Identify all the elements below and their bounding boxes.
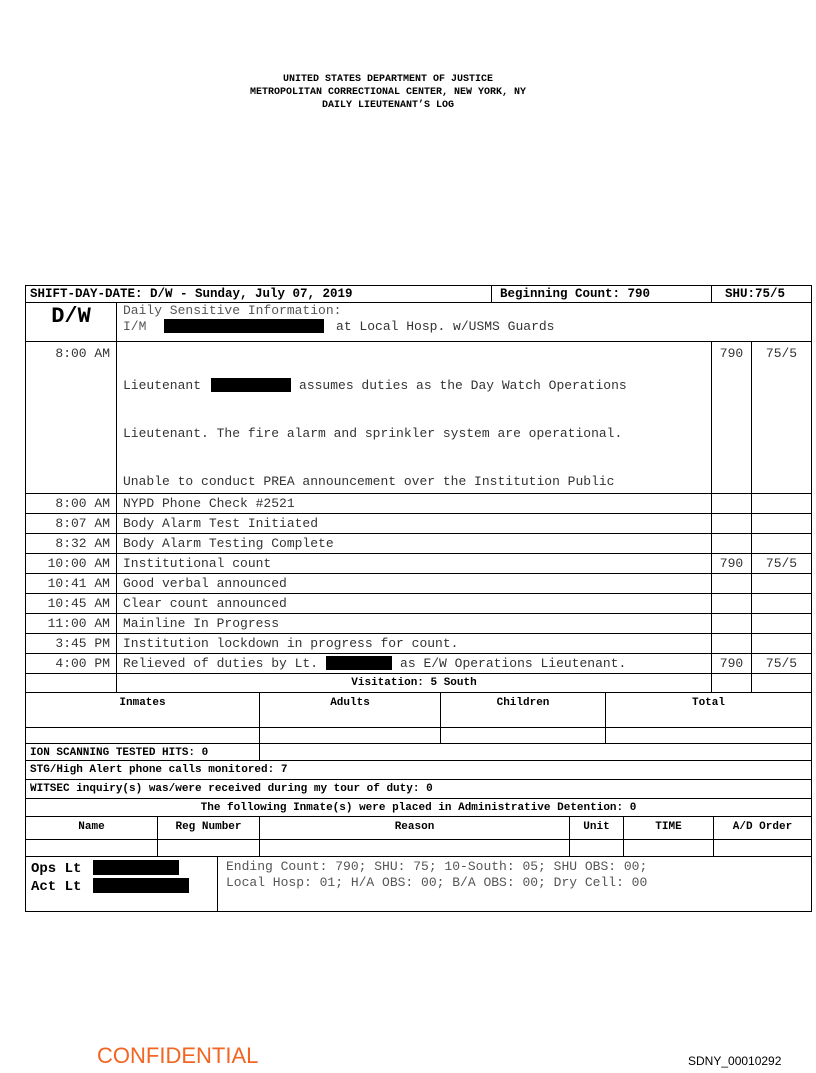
header-reg-number: Reg Number	[157, 817, 259, 839]
entry-text: NYPD Phone Check #2521	[116, 494, 711, 513]
empty-cell	[259, 840, 569, 856]
sensitive-label: Daily Sensitive Information:	[123, 303, 342, 318]
entry-count: 790	[711, 342, 751, 493]
summary-line-1: Ending Count: 790; SHU: 75; 10-South: 05; SHU OBS: 00;	[226, 859, 648, 874]
entry-count	[711, 574, 751, 593]
entry-shu	[751, 514, 811, 533]
entry-time: 4:00 PM	[55, 656, 110, 671]
entry-time: 10:00 AM	[47, 556, 110, 571]
sensitive-prefix: I/M	[123, 319, 147, 334]
entry-time: 8:00 AM	[55, 496, 110, 511]
log-entry-row	[25, 634, 812, 654]
entry-text	[116, 342, 711, 493]
shift-day-date: SHIFT-DAY-DATE: D/W - Sunday, July 07, 2019	[30, 287, 353, 301]
log-entry-row	[25, 534, 812, 554]
empty-cell	[751, 674, 811, 692]
header-reason: Reason	[259, 817, 569, 839]
entry-shu	[751, 534, 811, 553]
empty-cell	[259, 744, 811, 760]
ops-lt-label: Ops Lt	[31, 861, 82, 877]
log-entry-row	[25, 594, 812, 614]
entry-line-1-prefix: Lieutenant	[123, 378, 202, 393]
stg-calls: STG/High Alert phone calls monitored: 7	[30, 764, 288, 776]
witsec-inquiry: WITSEC inquiry(s) was/were received during my tour of duty: 0	[30, 783, 433, 795]
entry-line-1	[123, 378, 711, 394]
sensitive-suffix: at Local Hosp. w/USMS Guards	[336, 319, 555, 334]
entry-text: Institution lockdown in progress for count.	[116, 634, 711, 653]
visitation-header-row	[25, 693, 812, 728]
witsec-row	[25, 780, 812, 799]
log-entry-row	[25, 554, 812, 574]
sensitive-line	[123, 319, 811, 335]
entry-shu: 75/5	[751, 554, 811, 573]
entry-text: Institutional count	[116, 554, 711, 573]
entry-time: 8:32 AM	[55, 536, 110, 551]
entry-count	[711, 614, 751, 633]
entry-shu	[751, 594, 811, 613]
entry-line: Unable to conduct PREA announcement over the Institution Public	[123, 474, 615, 489]
header-time: TIME	[623, 817, 713, 839]
entry-text-prefix: Relieved of duties by Lt.	[123, 656, 319, 671]
admin-detention-title: The following Inmate(s) were placed in Administrative Detention: 0	[200, 802, 637, 814]
summary-line-2: Local Hosp: 01; H/A OBS: 00; B/A OBS: 00; Dry Cell: 00	[226, 875, 648, 890]
entry-line-1-suffix: assumes duties as the Day Watch Operations	[299, 378, 627, 393]
shift-code: D/W	[51, 304, 91, 329]
entry-text: Mainline In Progress	[116, 614, 711, 633]
entry-shu	[751, 614, 811, 633]
admin-detention-title-row	[25, 799, 812, 817]
header-name: Name	[78, 821, 105, 833]
entry-count: 790	[711, 654, 751, 673]
entry-shu: 75/5	[751, 342, 811, 493]
entry-shu	[751, 634, 811, 653]
visitation-data-row	[25, 728, 812, 744]
entry-shu: 75/5	[751, 654, 811, 673]
empty-cell	[157, 840, 259, 856]
beginning-count: Beginning Count: 790	[491, 286, 711, 302]
signoff-row	[25, 857, 812, 912]
visitation-title: Visitation: 5 South	[116, 674, 711, 692]
entry-line: Lieutenant. The fire alarm and sprinkler system are operational.	[123, 426, 623, 441]
log-entry-row	[25, 514, 812, 534]
visitation-header-adults: Adults	[259, 693, 440, 727]
redaction-box	[164, 319, 324, 333]
header-line-3: DAILY LIEUTENANT’S LOG	[321, 100, 455, 111]
redaction-box	[93, 860, 179, 875]
document-header	[0, 73, 776, 112]
log-entry-row	[25, 574, 812, 594]
visitation-header-total: Total	[605, 693, 811, 727]
header-line-1: UNITED STATES DEPARTMENT OF JUSTICE	[282, 74, 494, 85]
entry-count	[711, 534, 751, 553]
entry-time: 8:00 AM	[55, 346, 110, 361]
entry-time: 8:07 AM	[55, 516, 110, 531]
empty-cell	[623, 840, 713, 856]
entry-count	[711, 634, 751, 653]
log-entry-row	[25, 342, 812, 494]
lieutenant-signatures	[31, 857, 217, 911]
stg-row	[25, 761, 812, 780]
admin-detention-header-row	[25, 817, 812, 840]
entry-text-suffix: as E/W Operations Lieutenant.	[400, 656, 627, 671]
visitation-header-inmates: Inmates	[119, 697, 166, 709]
entry-text: Body Alarm Testing Complete	[116, 534, 711, 553]
ending-summary	[217, 857, 811, 911]
ion-scanning-row	[25, 744, 812, 761]
entry-text: Good verbal announced	[116, 574, 711, 593]
shift-header-row	[25, 285, 812, 303]
empty-cell	[440, 728, 605, 743]
empty-cell	[569, 840, 623, 856]
sensitive-info-row	[25, 303, 812, 342]
entry-text: Body Alarm Test Initiated	[116, 514, 711, 533]
visitation-title-row	[25, 674, 812, 693]
entry-time: 10:41 AM	[47, 576, 110, 591]
header-line-2: METROPOLITAN CORRECTIONAL CENTER, NEW YORK, NY	[249, 87, 527, 98]
entry-text	[116, 654, 711, 673]
entry-count	[711, 494, 751, 513]
entry-count	[711, 594, 751, 613]
empty-cell	[259, 728, 440, 743]
entry-shu	[751, 574, 811, 593]
entry-count	[711, 514, 751, 533]
ops-lt-line	[31, 860, 217, 878]
act-lt-line	[31, 878, 217, 896]
empty-cell	[711, 674, 751, 692]
confidential-stamp: CONFIDENTIAL	[97, 1043, 259, 1068]
redaction-box	[93, 878, 189, 893]
entry-time: 3:45 PM	[55, 636, 110, 651]
entry-text: Clear count announced	[116, 594, 711, 613]
redaction-box	[326, 656, 392, 670]
entry-time: 10:45 AM	[47, 596, 110, 611]
entry-count: 790	[711, 554, 751, 573]
log-entry-row	[25, 614, 812, 634]
log-entry-row	[25, 654, 812, 674]
entry-time: 11:00 AM	[47, 616, 110, 631]
visitation-header-children: Children	[440, 693, 605, 727]
header-ad-order: A/D Order	[713, 817, 811, 839]
redaction-box	[211, 378, 291, 392]
entry-shu	[751, 494, 811, 513]
bates-number: SDNY_00010292	[688, 1054, 782, 1068]
admin-detention-data-row	[25, 840, 812, 857]
shu-count: SHU:75/5	[711, 286, 811, 302]
empty-cell	[605, 728, 811, 743]
header-unit: Unit	[569, 817, 623, 839]
act-lt-label: Act Lt	[31, 879, 82, 895]
ion-scanning: ION SCANNING TESTED HITS: 0	[30, 747, 209, 759]
log-entry-row	[25, 494, 812, 514]
empty-cell	[713, 840, 811, 856]
